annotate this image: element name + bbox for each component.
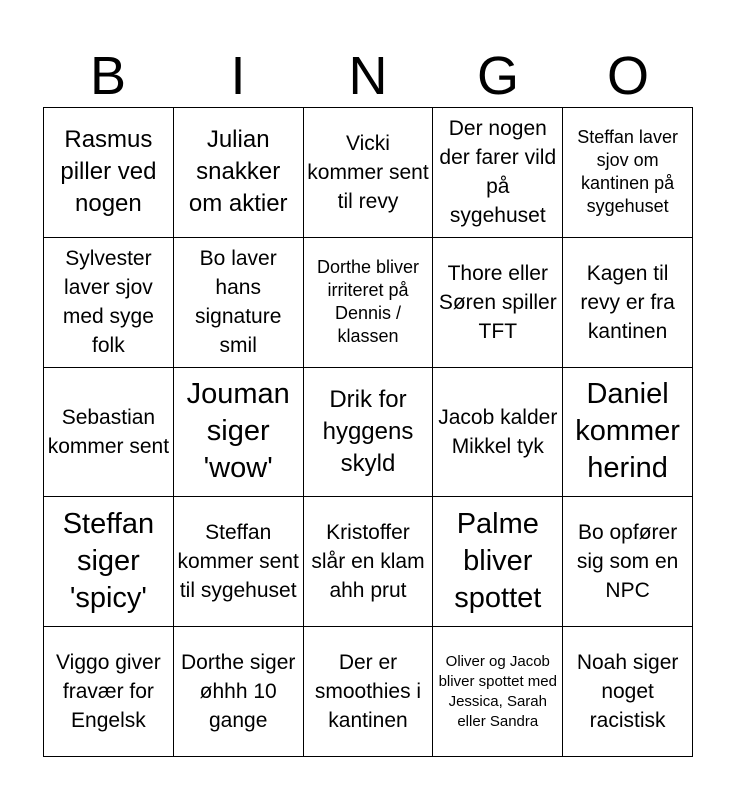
cell-text: Vicki kommer sent til revy <box>307 131 429 213</box>
cell-text: Der nogen der farer vild på sygehuset <box>439 117 557 228</box>
bingo-cell-23[interactable] <box>304 627 434 757</box>
cell-text: Jacob kalder Mikkel tyk <box>438 405 558 458</box>
bingo-cell-7[interactable] <box>174 238 304 368</box>
bingo-header <box>43 45 693 107</box>
cell-text: Jouman siger 'wow' <box>186 378 290 485</box>
cell-text: Palme bliver spottet <box>454 508 542 615</box>
cell-text: Oliver og Jacob bliver spottet med Jessica, Sarah eller Sandra <box>438 652 557 730</box>
cell-text: Viggo giver fravær for Engelsk <box>56 651 161 733</box>
bingo-cell-14[interactable] <box>433 368 563 498</box>
cell-text: Rasmus piller ved nogen <box>60 126 157 218</box>
cell-text: Sebastian kommer sent <box>47 405 170 458</box>
cell-text: Noah siger noget racistisk <box>576 651 679 733</box>
header-letter-i: I <box>230 46 246 106</box>
header-letter-n: N <box>348 46 388 106</box>
cell-text: Bo opfører sig som en NPC <box>576 521 679 603</box>
cell-text: Sylvester laver sjov med syge folk <box>62 247 154 358</box>
bingo-cell-5[interactable] <box>563 108 693 238</box>
bingo-cell-24[interactable] <box>433 627 563 757</box>
header-letter-b: B <box>89 46 127 106</box>
bingo-cell-11[interactable] <box>44 368 174 498</box>
bingo-cell-3[interactable] <box>304 108 434 238</box>
bingo-cell-15[interactable] <box>563 368 693 498</box>
header-letter-o: O <box>606 46 649 106</box>
cell-text: Kagen til revy er fra kantinen <box>580 261 675 343</box>
cell-text: Drik for hyggens skyld <box>322 385 414 477</box>
bingo-cell-2[interactable] <box>174 108 304 238</box>
bingo-cell-22[interactable] <box>174 627 304 757</box>
cell-text: Steffan laver sjov om kantinen på sygehuset <box>577 127 678 217</box>
bingo-cell-16[interactable] <box>44 497 174 627</box>
bingo-cell-1[interactable] <box>44 108 174 238</box>
bingo-cell-19[interactable] <box>433 497 563 627</box>
bingo-cell-18[interactable] <box>304 497 434 627</box>
bingo-cell-13[interactable] <box>304 368 434 498</box>
header-letter-g: G <box>476 46 519 106</box>
cell-text: Thore eller Søren spiller TFT <box>438 261 557 343</box>
cell-text: Julian snakker om aktier <box>188 126 288 218</box>
bingo-cell-25[interactable] <box>563 627 693 757</box>
bingo-cell-21[interactable] <box>44 627 174 757</box>
bingo-cell-17[interactable] <box>174 497 304 627</box>
bingo-cell-10[interactable] <box>563 238 693 368</box>
cell-text: Steffan siger 'spicy' <box>62 508 155 615</box>
bingo-cell-4[interactable] <box>433 108 563 238</box>
cell-text: Dorthe bliver irriteret på Dennis / klassen <box>316 257 420 347</box>
bingo-cell-8[interactable] <box>304 238 434 368</box>
bingo-cell-20[interactable] <box>563 497 693 627</box>
cell-text: Bo laver hans signature smil <box>195 247 282 358</box>
cell-text: Der er smoothies i kantinen <box>314 651 422 733</box>
bingo-cell-6[interactable] <box>44 238 174 368</box>
cell-text: Dorthe siger øhhh 10 gange <box>181 651 296 733</box>
cell-text: Steffan kommer sent til sygehuset <box>177 521 299 603</box>
bingo-cell-12[interactable] <box>174 368 304 498</box>
cell-text: Kristoffer slår en klam ahh prut <box>311 521 425 603</box>
cell-text: Daniel kommer herind <box>575 378 680 485</box>
bingo-cell-9[interactable] <box>433 238 563 368</box>
bingo-grid <box>43 107 693 757</box>
